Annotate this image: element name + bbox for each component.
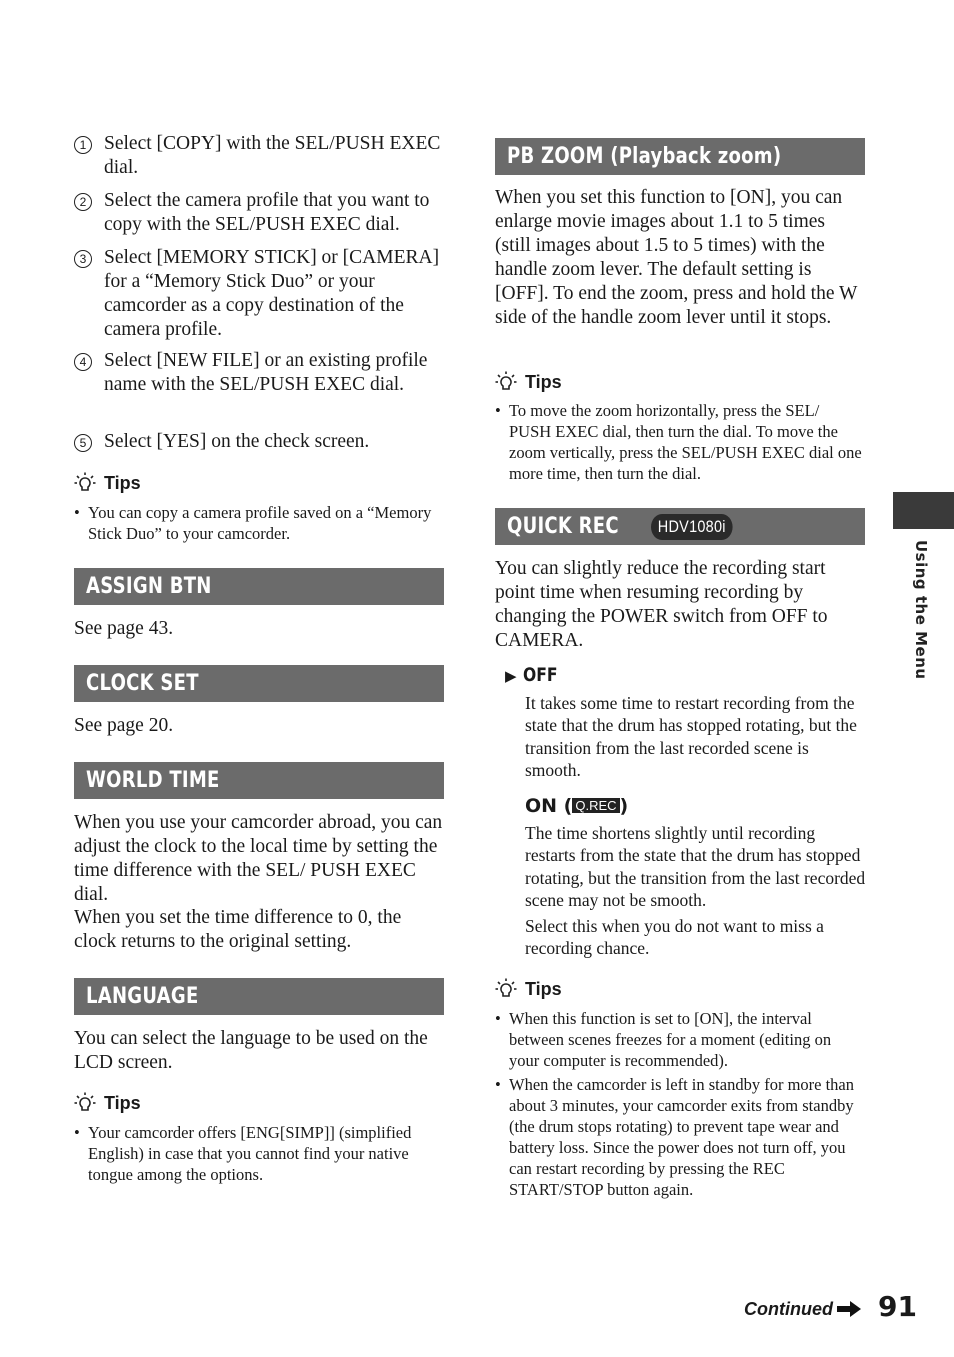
section-title: ASSIGN BTN (86, 574, 212, 599)
step-text: Select [YES] on the check screen. (104, 431, 370, 452)
tip-text: When this function is set to [ON], the interval between scenes freezes for a moment (editing on your computer is recommended). (509, 1009, 832, 1070)
section-header-language (74, 978, 444, 1015)
world-time-body-1: When you use your camcorder abroad, you can adjust the clock to the local time by setting the time difference with the SEL/ PUSH EXEC dial. (74, 812, 443, 905)
tip-text: When the camcorder is left in standby for more than about 3 minutes, your camcorder exits from standby (the drum stops rotating) to prevent tape wear and battery loss. Since the power does not turn off, you can restart recording by pressing the REC START/STOP button again. (509, 1075, 855, 1199)
tip-item: • When the camcorder is left in standby for more than about 3 minutes, your camcorder exits from standby (the drum stops rotating) to prevent tape wear and battery loss. Since the power does not turn off, you can restart recording by pressing the REC START/STOP button again. (495, 1074, 865, 1200)
step-1 (74, 132, 444, 180)
step-4 (74, 349, 444, 397)
lightbulb-icon (74, 472, 96, 494)
step-text: Select [COPY] with the SEL/PUSH EXEC dial. (104, 133, 441, 178)
section-title: CLOCK SET (86, 671, 199, 696)
option-on (525, 794, 628, 818)
tips-heading (495, 371, 562, 393)
tips-heading (74, 1092, 141, 1114)
option-label: OFF (523, 664, 558, 686)
option-label: ON ( (525, 795, 573, 817)
pb-zoom-body: When you set this function to [ON], you can enlarge movie images about 1.1 to 5 times (still images about 1.5 to 5 times) with the handle zoom lever. The default setting is [OFF]. To end the zoom, press and hold the W side of the handle zoom lever until it stops. (495, 187, 858, 328)
step-number: 5 (74, 434, 92, 452)
tips-label: Tips (104, 1093, 141, 1113)
step-3 (74, 246, 444, 342)
section-title: QUICK REC (507, 514, 619, 539)
language-body: You can select the language to be used on the LCD screen. (74, 1028, 428, 1073)
section-header-assign-btn (74, 568, 444, 605)
tip-item: • You can copy a camera profile saved on a “Memory Stick Duo” to your camcorder. (74, 502, 444, 544)
section-header-quick-rec (495, 508, 865, 545)
section-title: LANGUAGE (86, 984, 199, 1009)
step-text: Select [NEW FILE] or an existing profile name with the SEL/PUSH EXEC dial. (104, 350, 428, 395)
step-2 (74, 189, 444, 237)
tips-label: Tips (525, 372, 562, 392)
tip-text: Your camcorder offers [ENG[SIMP]] (simplified English) in case that you cannot find your native tongue among the options. (88, 1123, 412, 1184)
continued-indicator (744, 1297, 861, 1321)
tips-heading (495, 978, 562, 1000)
section-header-world-time (74, 762, 444, 799)
step-number: 2 (74, 193, 92, 211)
assign-btn-body: See page 43. (74, 618, 174, 639)
section-header-clock-set (74, 665, 444, 702)
default-marker-icon: ▶ (505, 667, 517, 685)
option-off-description: It takes some time to restart recording from the state that the drum has stopped rotating, but the transition from the last recorded scene is smooth. (525, 693, 857, 780)
clock-set-body: See page 20. (74, 715, 174, 736)
world-time-body-2: When you set the time difference to 0, the clock returns to the original setting. (74, 907, 402, 952)
continued-label: Continued (744, 1299, 833, 1319)
tips-label: Tips (104, 473, 141, 493)
tips-label: Tips (525, 979, 562, 999)
tip-text: You can copy a camera profile saved on a “Memory Stick Duo” to your camcorder. (88, 503, 432, 543)
step-number: 4 (74, 353, 92, 371)
step-text: Select the camera profile that you want to copy with the SEL/PUSH EXEC dial. (104, 190, 430, 235)
option-on-note: Select this when you do not want to miss a recording chance. (525, 916, 824, 959)
lightbulb-icon (495, 978, 517, 1000)
option-on-description: The time shortens slightly until recording restarts from the state that the drum has stopped rotating, but the transition from the last recorded scene may not be smooth. (525, 823, 866, 910)
tips-heading (74, 472, 141, 494)
step-5 (74, 430, 444, 454)
section-title: WORLD TIME (86, 768, 220, 793)
tip-item: • Your camcorder offers [ENG[SIMP]] (simplified English) in case that you cannot find your native tongue among the options. (74, 1122, 444, 1185)
section-header-pb-zoom (495, 138, 865, 175)
lightbulb-icon (74, 1092, 96, 1114)
step-number: 1 (74, 136, 92, 154)
page-number: 91 (878, 1290, 917, 1323)
option-off (505, 663, 565, 688)
arrow-right-icon (837, 1301, 861, 1317)
step-text: Select [MEMORY STICK] or [CAMERA] for a “Memory Stick Duo” or your camcorder as a copy destination of the camera profile. (104, 247, 440, 340)
step-number: 3 (74, 250, 92, 268)
tip-item: • To move the zoom horizontally, press the SEL/ PUSH EXEC dial, then turn the dial. To move the zoom vertically, press the SEL/PUSH EXEC dial one more time, then turn the dial. (495, 400, 865, 484)
option-label-suffix: ) (619, 795, 629, 817)
chapter-tab-marker (893, 492, 954, 529)
lightbulb-icon (495, 371, 517, 393)
hdv1080i-badge: HDV1080i (651, 514, 733, 540)
tip-item: • When this function is set to [ON], the interval between scenes freezes for a moment (editing on your computer is recommended). (495, 1008, 865, 1071)
tip-text: To move the zoom horizontally, press the SEL/ PUSH EXEC dial, then turn the dial. To move the zoom vertically, press the SEL/PUSH EXEC dial one more time, then turn the dial. (509, 401, 862, 483)
section-title: PB ZOOM (Playback zoom) (507, 144, 782, 169)
chapter-tab-label: Using the Menu (912, 540, 930, 680)
qrec-icon: Q.REC (572, 798, 619, 813)
quick-rec-body: You can slightly reduce the recording start point time when resuming recording by changing the POWER switch from OFF to CAMERA. (495, 558, 828, 651)
